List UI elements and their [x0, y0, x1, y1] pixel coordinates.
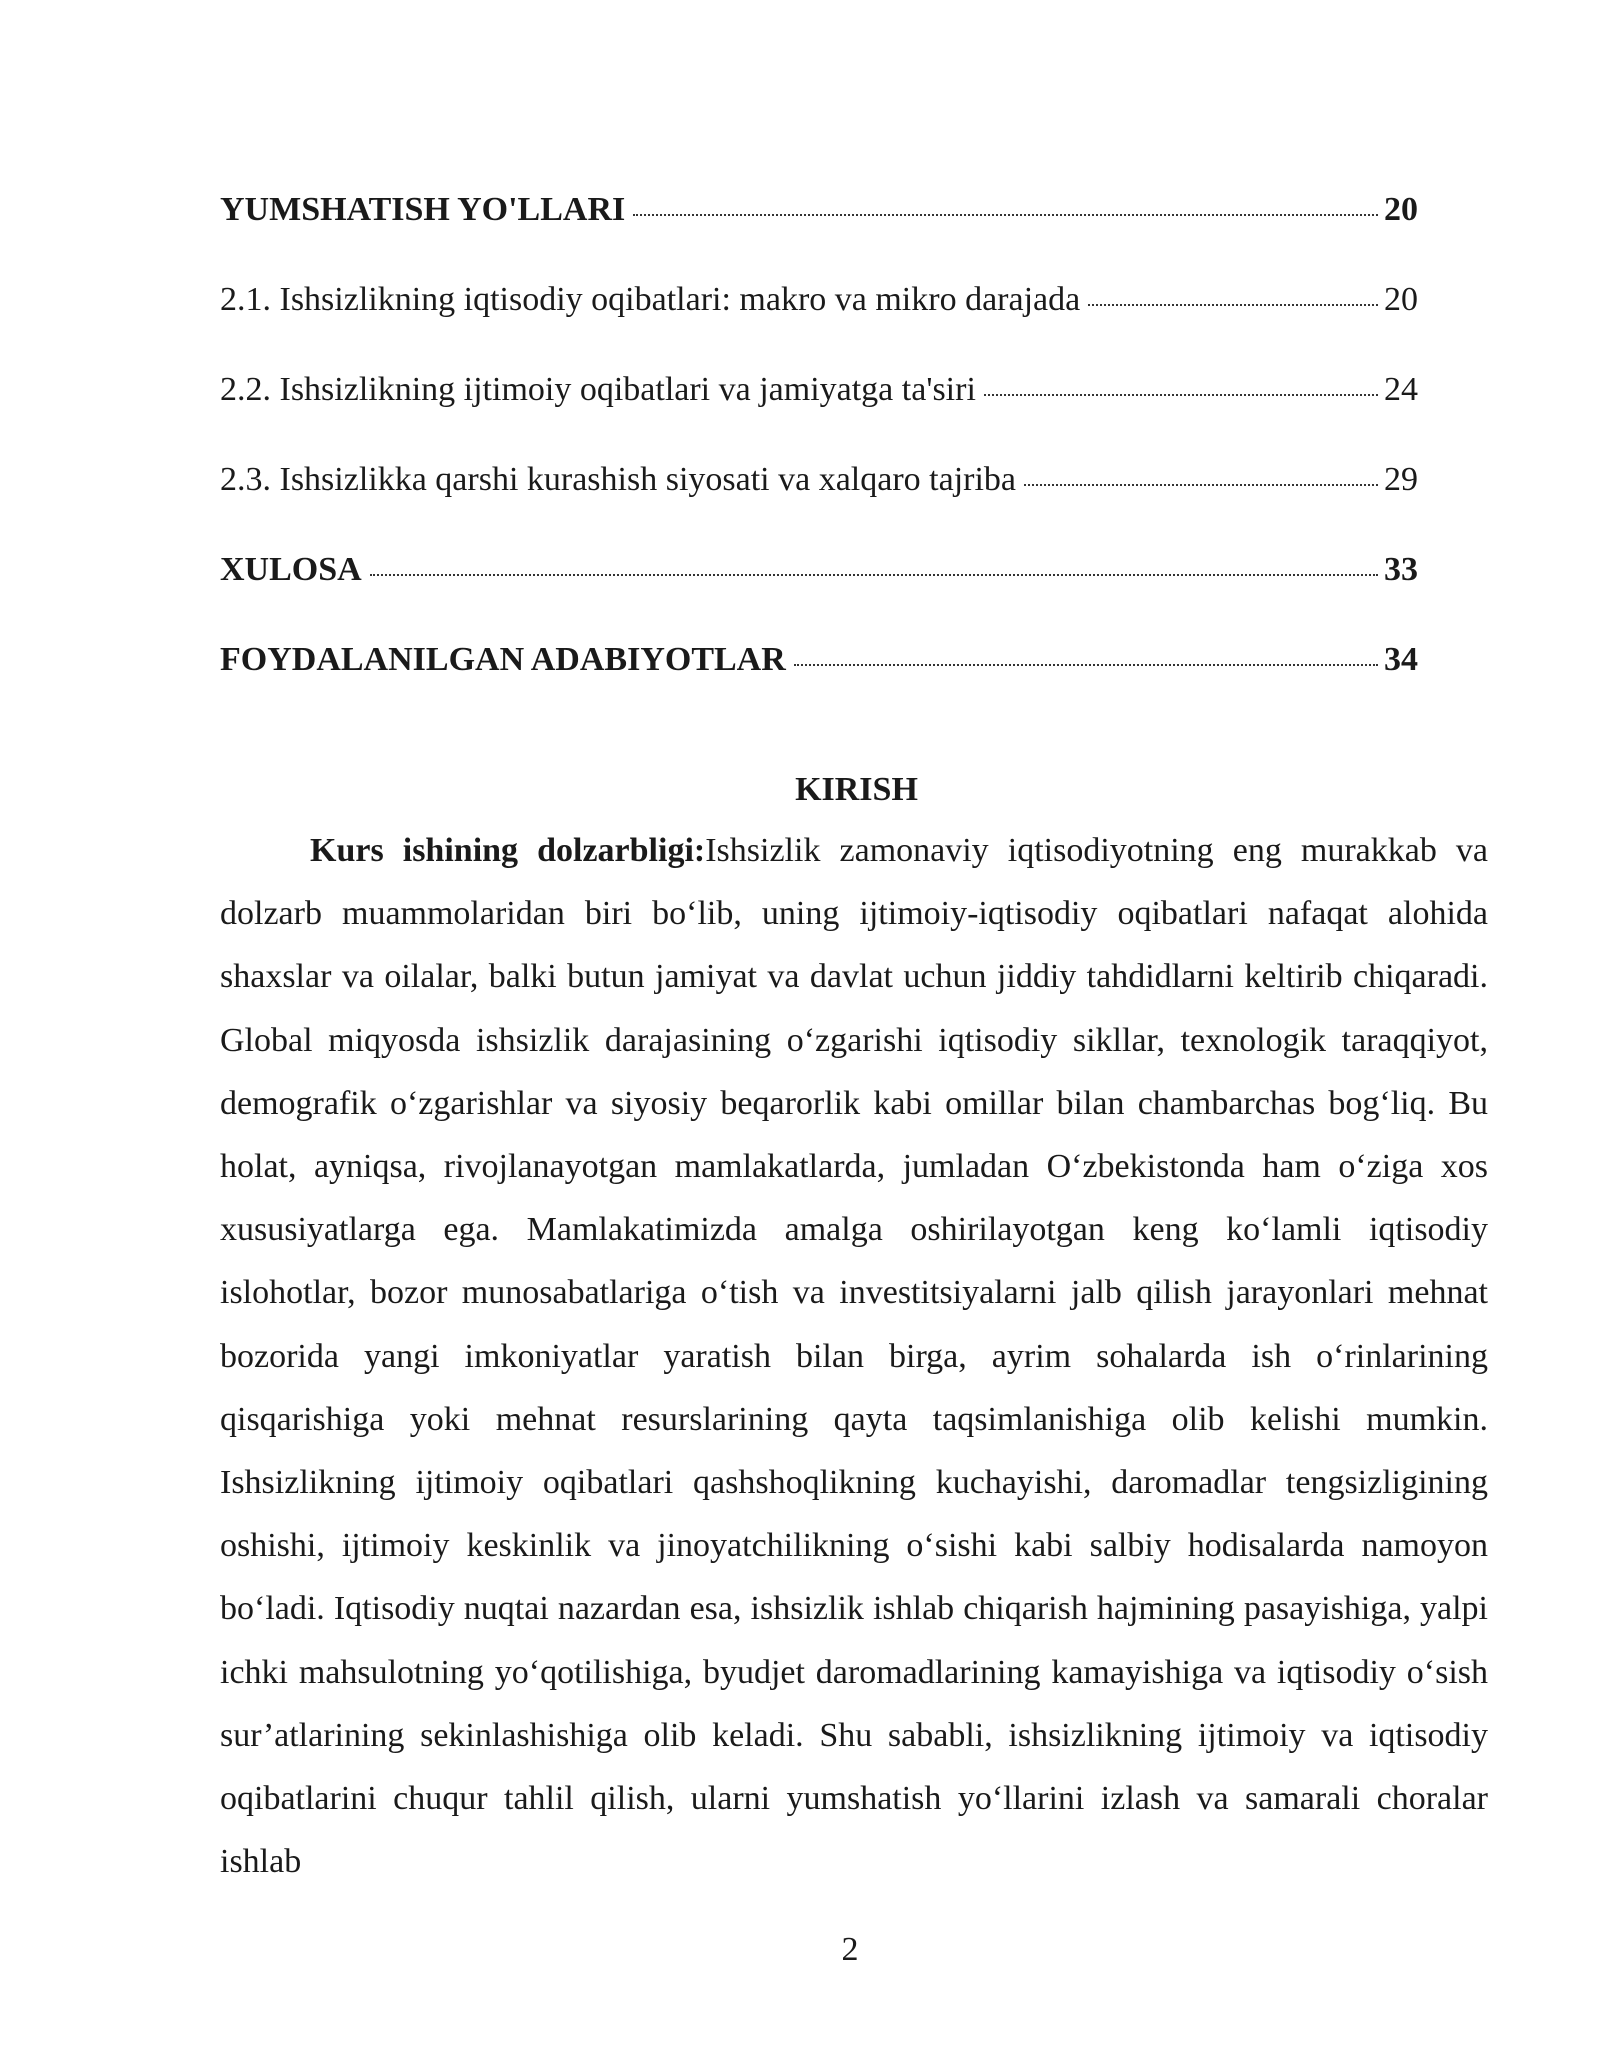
section-heading: KIRISH: [795, 771, 918, 808]
toc-entry-page: 20: [1384, 281, 1418, 318]
toc-entry-title: XULOSA: [220, 551, 362, 588]
body-paragraph: [220, 819, 1488, 1893]
toc-entry-title: 2.3. Ishsizlikka qarshi kurashish siyosati va xalqaro tajriba: [220, 461, 1016, 498]
toc-dot-leader: [794, 664, 1378, 666]
toc-entry-page: 34: [1384, 641, 1418, 678]
toc-dot-leader: [370, 574, 1378, 576]
toc-entry-title: 2.1. Ishsizlikning iqtisodiy oqibatlari: makro va mikro darajada: [220, 281, 1081, 318]
toc-entry[interactable]: [220, 364, 1418, 454]
toc-entry[interactable]: [220, 274, 1418, 364]
toc-entry[interactable]: [220, 544, 1418, 634]
toc-entry-page: 29: [1384, 461, 1418, 498]
toc-dot-leader: [984, 394, 1378, 396]
toc-entry-title: 2.2. Ishsizlikning ijtimoiy oqibatlari va jamiyatga ta'siri: [220, 371, 976, 408]
toc-dot-leader: [633, 214, 1378, 216]
toc-entry-title: YUMSHATISH YO'LLARI: [220, 191, 626, 228]
toc-dot-leader: [1024, 484, 1378, 486]
page-number: 2: [841, 1931, 859, 1968]
toc-entry-page: 24: [1384, 371, 1418, 408]
toc-entry[interactable]: [220, 454, 1418, 544]
toc-entry-title: FOYDALANILGAN ADABIYOTLAR: [220, 641, 786, 678]
paragraph-text: Ishsizlik zamonaviy iqtisodiyotning eng murakkab va dolzarb muammolaridan biri bo‘lib, uning ijtimoiy-iqtisodiy oqibatlari nafaqat alohida shaxslar va oilalar, balki butun jamiyat va davlat uchun jiddiy tahdidlarni keltirib chiqaradi. Global miqyosda ishsizlik darajasining o‘zgarishi iqtisodiy sikllar, texnologik taraqqiyot, demografik o‘zgarishlar va siyosiy beqarorlik kabi omillar bilan chambarchas bog‘liq. Bu holat, ayniqsa, rivojlanayotgan mamlakatlarda, jumladan O‘zbekistonda ham o‘ziga xos xususiyatlarga ega. Mamlakatimizda amalga oshirilayotgan keng ko‘lamli iqtisodiy islohotlar, bozor munosabatlariga o‘tish va investitsiyalarni jalb qilish jarayonlari mehnat bozorida yangi imkoniyatlar yaratish bilan birga, ayrim sohalarda ish o‘rinlarining qisqarishiga yoki mehnat resurslarining qayta taqsimlanishiga olib kelishi mumkin. Ishsizlikning ijtimoiy oqibatlari qashshoqlikning kuchayishi, daromadlar tengsizligining oshishi, ijtimoiy keskinlik va jinoyatchilikning o‘sishi kabi salbiy hodisalarda namoyon bo‘ladi. Iqtisodiy nuqtai nazardan esa, ishsizlik ishlab chiqarish hajmining pasayishiga, yalpi ichki mahsulotning yo‘qotilishiga, byudjet daromadlarining kamayishiga va iqtisodiy o‘sish sur’atlarining sekinlashishiga olib keladi. Shu sababli, ishsizlikning ijtimoiy va iqtisodiy oqibatlarini chuqur tahlil qilish, ularni yumshatish yo‘llarini izlash va samarali choralar ishlab: [220, 832, 1489, 1881]
table-of-contents: [220, 184, 1418, 724]
toc-entry-page: 20: [1384, 191, 1418, 228]
toc-entry-page: 33: [1384, 551, 1418, 588]
toc-entry[interactable]: [220, 184, 1418, 274]
toc-entry[interactable]: [220, 634, 1418, 724]
toc-dot-leader: [1088, 304, 1378, 306]
paragraph-lead: Kurs ishining dolzarbligi:: [310, 832, 706, 869]
